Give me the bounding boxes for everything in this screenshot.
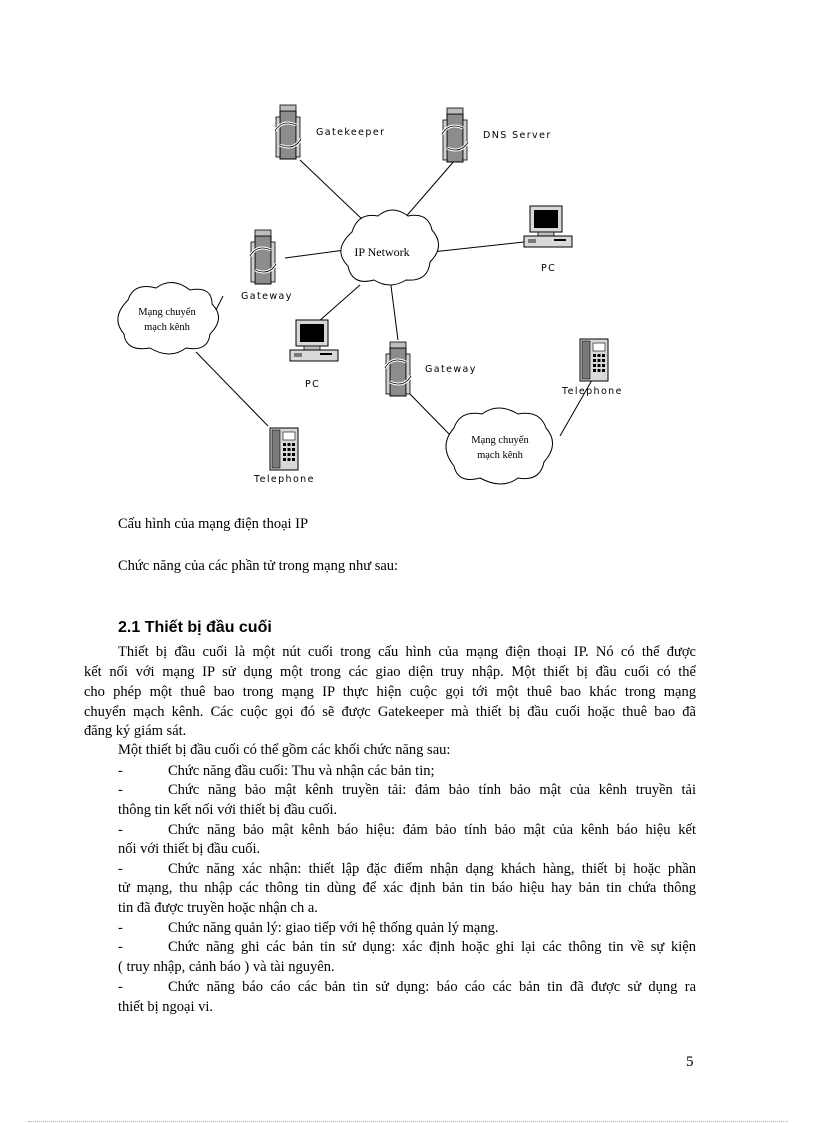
cloud-right-line-2: mạch kênh — [477, 450, 523, 461]
para1-line-3: cho phép một thuê bao trong mạng IP thực hiện cuộc gọi tới một thuê bao khác trong mạng — [84, 684, 696, 700]
dns-server-label: DNS Server — [483, 130, 552, 141]
list-item-7-cont: thiết bị ngoại vi. — [118, 999, 214, 1015]
list-dash: - — [118, 979, 123, 995]
list-item-6-cont: ( truy nhập, cảnh báo ) và tài nguyên. — [118, 959, 335, 975]
para1-line-1: Thiết bị đầu cuối là một nút cuối trong cấu hình của mạng điện thoại IP. Nó có thể được — [118, 644, 696, 660]
dns-server-icon — [442, 108, 468, 162]
gatekeeper-server-icon — [275, 105, 301, 159]
telephone-right-icon — [580, 339, 608, 381]
para1-line-2: kết nối với mạng IP sử dụng một trong các giao diện truy nhập. Một thiết bị đầu cuối có thể — [84, 664, 696, 680]
list-dash: - — [118, 920, 123, 936]
section-heading: 2.1 Thiết bị đầu cuối — [118, 619, 272, 636]
gateway-left-label: Gateway — [241, 291, 293, 302]
list-item-4-cont-2: tin đã được truyền hoặc nhận ch a. — [118, 900, 318, 916]
telephone-right-label: Telephone — [562, 386, 623, 397]
list-intro: Một thiết bị đầu cuối có thể gồm các khối chức năng sau: — [118, 742, 451, 758]
list-item-2-cont: thông tin kết nối với thiết bị đầu cuối. — [118, 802, 338, 818]
cloud-left-line-2: mạch kênh — [144, 322, 190, 333]
page-bottom-border — [28, 1121, 788, 1122]
list-dash: - — [118, 763, 123, 779]
gateway-right-icon — [385, 342, 411, 396]
para1-line-4: chuyển mạch kênh. Các cuộc gọi đó sẽ được Gatekeeper mà thiết bị đầu cuối hoặc thuê bao đã — [84, 704, 696, 720]
cloud-right-line-1: Mạng chuyển — [471, 435, 529, 446]
list-item-3: Chức năng bảo mật kênh báo hiệu: đảm bảo tính bảo mật của kênh báo hiệu kết — [168, 822, 696, 838]
page-number: 5 — [686, 1054, 694, 1070]
para1-line-5: đăng ký giám sát. — [84, 723, 187, 739]
cloud-left-line-1: Mạng chuyển — [138, 307, 196, 318]
list-dash: - — [118, 782, 123, 798]
list-dash: - — [118, 861, 123, 877]
pc-center-icon — [290, 320, 338, 361]
pc-center-label: PC — [305, 379, 321, 390]
telephone-left-icon — [270, 428, 298, 470]
cloud-left — [118, 282, 219, 354]
list-item-7: Chức năng báo cáo các bản tin sử dụng: báo cáo các bản tin đã được sử dụng ra — [168, 979, 696, 995]
list-item-4-cont-1: tử mạng, thu nhập các thông tin dùng để xác định bản tin báo hiệu hay bản tin chứa thông — [118, 880, 696, 896]
list-dash: - — [118, 939, 123, 955]
network-diagram — [0, 0, 816, 500]
gatekeeper-label: Gatekeeper — [316, 127, 386, 138]
gateway-left-icon — [250, 230, 276, 284]
list-item-4: Chức năng xác nhận: thiết lập đặc điểm nhận dạng khách hàng, thiết bị hoặc phần — [168, 861, 696, 877]
cloud-right — [446, 408, 553, 484]
list-item-2: Chức năng bảo mật kênh truyền tải: đảm bảo tính bảo mật của kênh truyền tải — [168, 782, 696, 798]
list-item-3-cont: nối với thiết bị đầu cuối. — [118, 841, 261, 857]
ip-network-cloud — [341, 210, 439, 285]
intro-text: Chức năng của các phần tử trong mạng như sau: — [118, 558, 399, 574]
list-dash: - — [118, 822, 123, 838]
list-item-1: Chức năng đầu cuối: Thu và nhận các bản tin; — [168, 763, 435, 779]
gateway-right-label: Gateway — [425, 364, 477, 375]
pc-right-icon — [524, 206, 572, 247]
list-item-6: Chức năng ghi các bản tin sử dụng: xác định hoặc ghi lại các thông tin về sự kiện — [168, 939, 696, 955]
telephone-left-label: Telephone — [254, 474, 315, 485]
list-item-5: Chức năng quản lý: giao tiếp với hệ thống quản lý mạng. — [168, 920, 499, 936]
ip-network-label: IP Network — [354, 245, 410, 259]
figure-caption: Cấu hình của mạng điện thoại IP — [118, 516, 309, 532]
pc-right-label: PC — [541, 263, 557, 274]
